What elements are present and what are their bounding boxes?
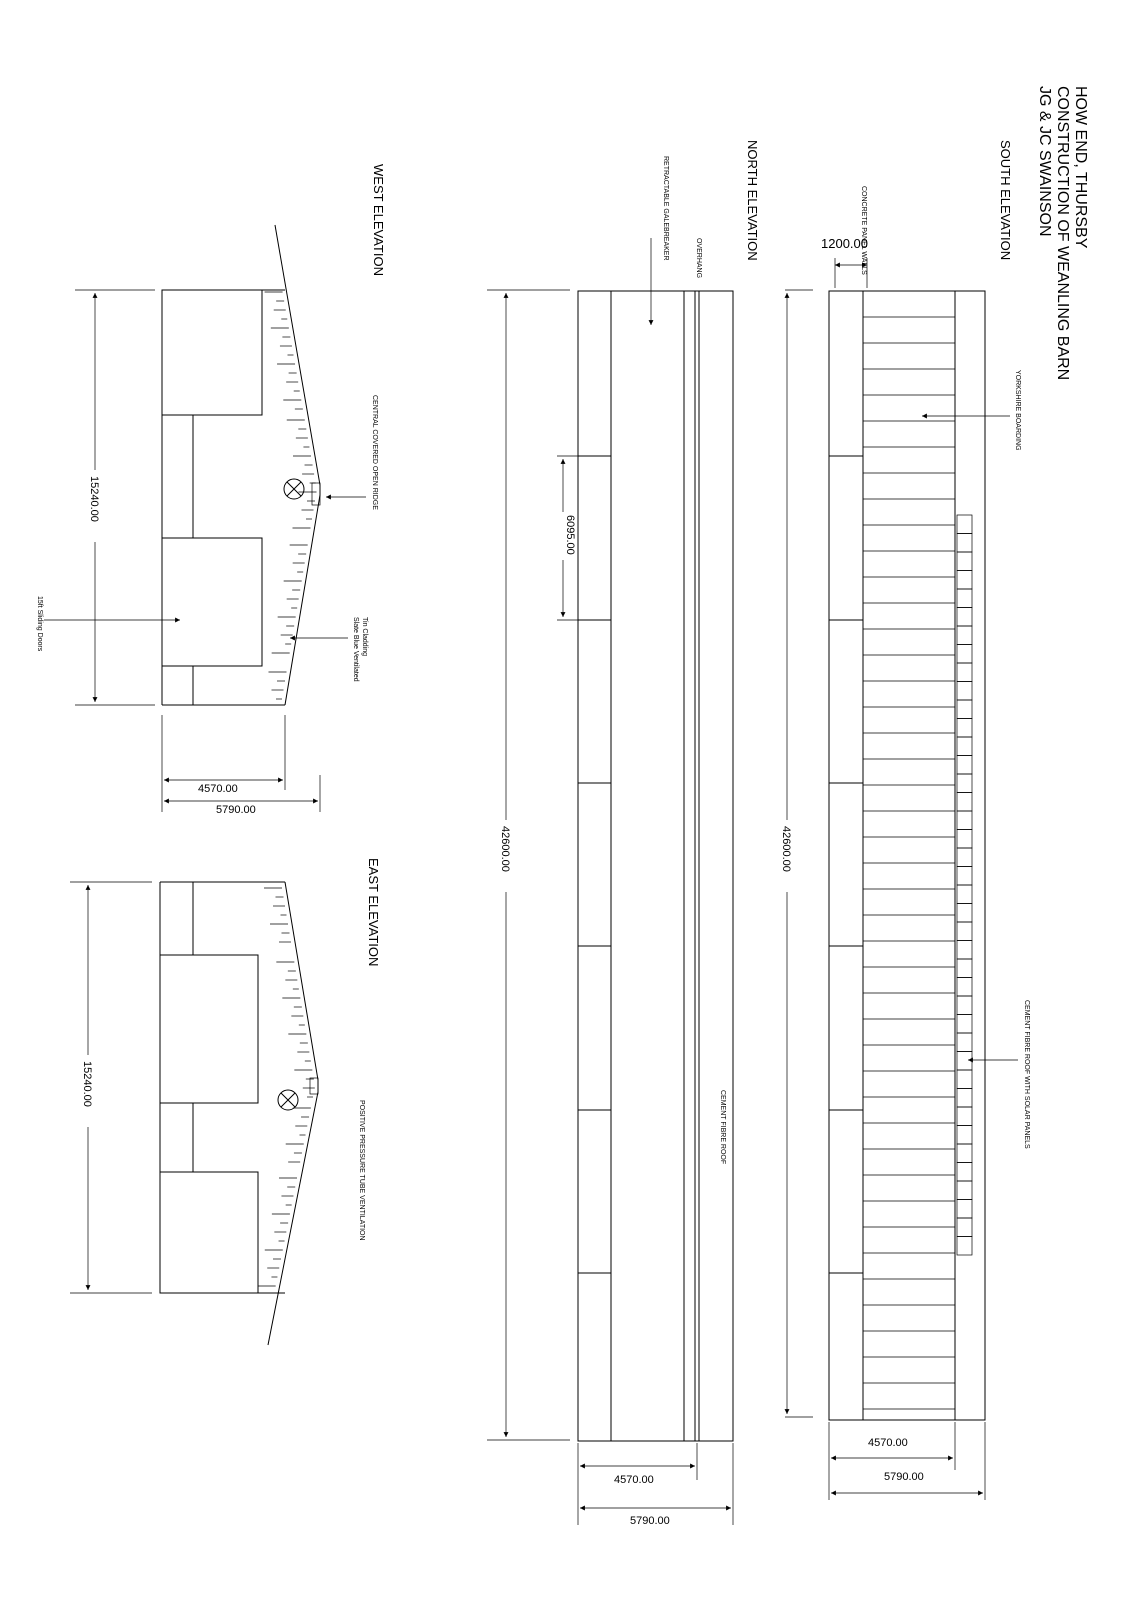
west-sliding-door [162,538,262,666]
west-dim-outer-text: 5790.00 [216,804,256,816]
west-elevation-label: WEST ELEVATION [371,164,386,276]
solar-panels [957,515,972,1255]
south-dim-outer-text: 5790.00 [884,1471,924,1483]
solar-panel [957,1181,972,1200]
solar-panel [957,941,972,960]
solar-panel [957,904,972,923]
doors-label: 15ft Sliding Doors [36,596,43,652]
solar-panel [957,534,972,553]
solar-panel [957,978,972,997]
west-fan-icon [284,479,304,499]
title-line1: JG & JC SWAINSON [1036,86,1053,237]
solar-panel [957,719,972,738]
east-fan-icon [278,1090,298,1110]
south-dim-inner-text: 4570.00 [868,1437,908,1449]
solar-panel [957,663,972,682]
solar-panel [957,1200,972,1219]
title-line3: HOW END, THURSBY [1072,86,1089,249]
west-dim-inner-text: 4570.00 [198,783,238,795]
cladding-label-2: Tin Cladding [361,617,368,657]
solar-panel [957,589,972,608]
solar-panel [957,515,972,534]
south-elevation [780,140,1030,1500]
solar-panel [957,645,972,664]
solar-panel [957,1033,972,1052]
south-outline [829,291,985,1420]
solar-panel [957,996,972,1015]
solar-panel [957,1144,972,1163]
north-outline [578,291,733,1441]
solar-panel [957,756,972,775]
west-elevation [36,164,386,816]
solar-panel [957,682,972,701]
galebreaker-label: RETRACTABLE GALEBREAKER [662,156,669,261]
solar-panel [957,830,972,849]
east-elevation-label: EAST ELEVATION [366,858,381,967]
dim-panel-width: 1200.00 [821,236,868,251]
solar-panel [957,1163,972,1182]
solar-panel [957,608,972,627]
east-dim-length-text: 15240.00 [81,1061,93,1107]
solar-panel [957,1015,972,1034]
west-door-upper [162,290,262,415]
overhang-label: OVERHANG [695,238,702,279]
east-cladding-ticks [258,888,315,1286]
solar-panel [957,848,972,867]
overhang-hatch [684,291,699,1441]
ventilation-label: POSITIVE PRESSURE TUBE VENTILATION [358,1100,365,1241]
cladding-label-1: Slate Blue Ventilated [352,617,359,682]
concrete-label: CONCRETE PANEL WALLS [860,186,867,275]
east-door-2 [160,1172,258,1293]
solar-panel [957,626,972,645]
concrete-panels [829,456,863,1273]
solar-panel [957,959,972,978]
east-roof-profile [268,882,318,1345]
east-door-1 [160,955,258,1103]
solar-panel [957,885,972,904]
ridge-label: CENTRAL COVERED OPEN RIDGE [371,395,378,510]
west-dim-length-text: 15240.00 [88,476,100,522]
solar-panel [957,1089,972,1108]
north-elevation [487,140,760,1527]
solar-panel [957,867,972,886]
solar-panel [957,1237,972,1256]
east-elevation [70,858,381,1345]
solar-panel [957,1070,972,1089]
solar-panel [957,700,972,719]
galebreaker-hatch [611,291,695,1441]
solar-panel [957,1126,972,1145]
solar-panel [957,922,972,941]
north-concrete-panels [578,456,611,1273]
south-elevation-label: SOUTH ELEVATION [998,140,1013,261]
north-roof-label: CEMENT FIBRE ROOF [719,1090,726,1165]
title-block [1036,86,1089,380]
yorkshire-label: YORKSHIRE BOARDING [1014,370,1021,451]
solar-roof-label: CEMENT FIBRE ROOF WITH SOLAR PANELS [1023,1000,1030,1149]
solar-panel [957,1107,972,1126]
yorkshire-boarding [863,317,955,1409]
north-dim-outer-text: 5790.00 [630,1515,670,1527]
title-line2: CONSTRUCTION OF WEANLING BARN [1054,86,1071,381]
north-dim-length-text: 42600.00 [499,826,511,872]
west-roof-profile [275,225,320,705]
solar-panel [957,811,972,830]
solar-panel [957,571,972,590]
east-vent-cap [310,1078,318,1094]
solar-panel [957,737,972,756]
dim-bay-text: 6095.00 [564,515,576,555]
solar-panel [957,774,972,793]
south-dim-length-text: 42600.00 [780,826,792,872]
solar-panel [957,1218,972,1237]
north-elevation-label: NORTH ELEVATION [745,140,760,261]
north-dim-inner-text: 4570.00 [614,1474,654,1486]
solar-panel [957,793,972,812]
solar-panel [957,552,972,571]
solar-panel [957,1052,972,1071]
